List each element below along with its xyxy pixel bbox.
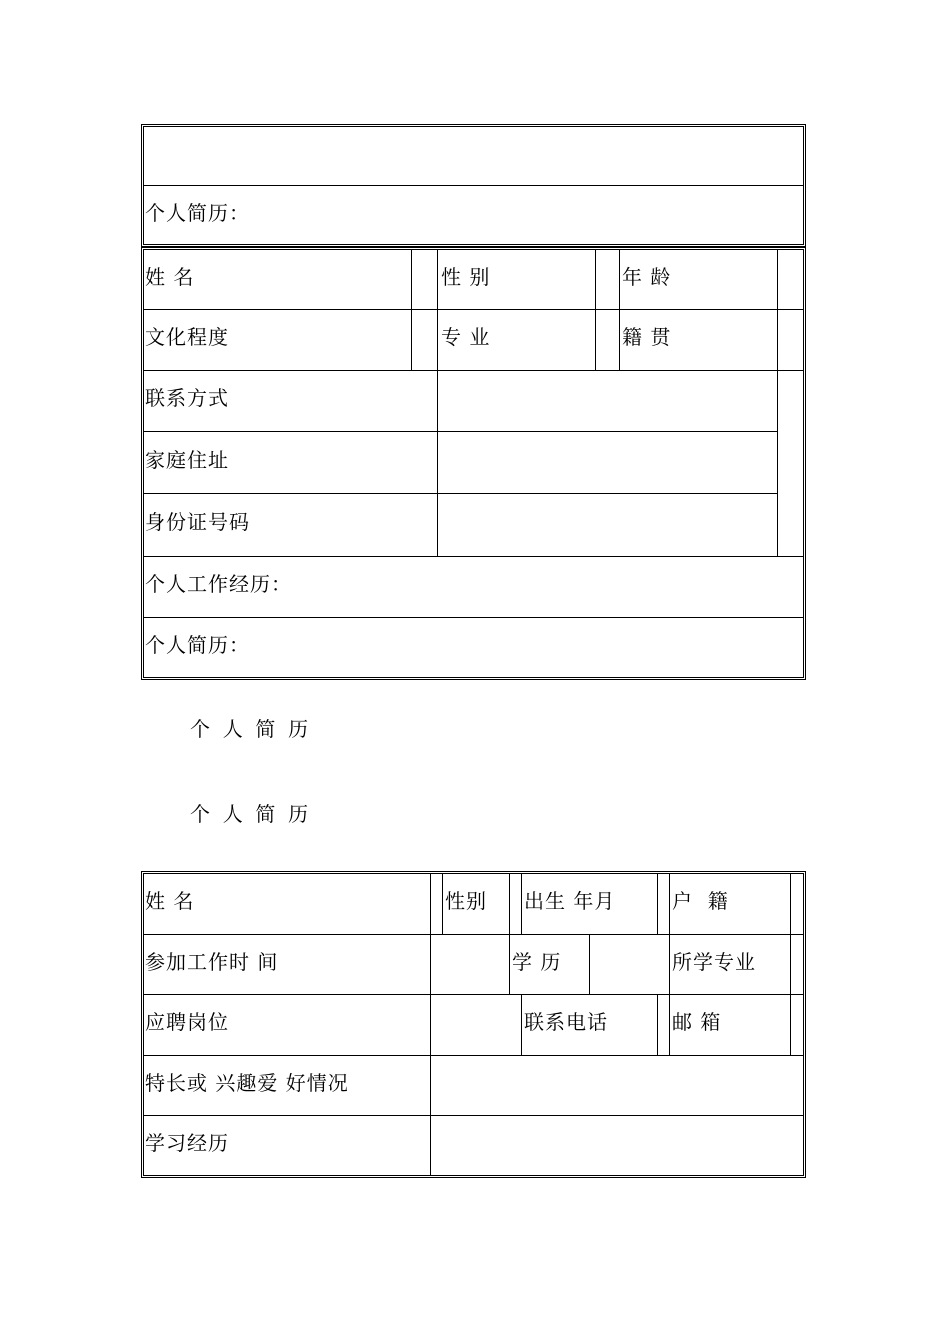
form3-hline-1 [143, 934, 804, 935]
form3-study-label: 学习经历 [145, 1131, 229, 1155]
form2-hline-4 [143, 493, 777, 494]
form3-r1-vline-e [657, 873, 658, 934]
form2-education-label: 文化程度 [145, 325, 229, 349]
form3-position-label: 应聘岗位 [145, 1010, 229, 1034]
form3-r3-vline-c [657, 994, 658, 1055]
form3-work-start-label: 参加工作时 间 [145, 950, 279, 974]
form2-age-label: 年 龄 [622, 265, 672, 289]
form3-r2-vline-c [589, 934, 590, 994]
form3-gender-label: 性别 [445, 889, 487, 913]
resume-heading-2: 个 人 简 历 [190, 802, 309, 826]
form2-vline-b [437, 249, 438, 556]
form2-name-label: 姓 名 [145, 265, 195, 289]
form1-resume-label: 个人简历： [145, 201, 250, 225]
form2-vline-d [619, 249, 620, 370]
form3-r2-vline-e [790, 934, 791, 994]
form2-hline-5 [143, 556, 804, 557]
form3-r2-vline-b [509, 934, 510, 994]
form2-origin-label: 籍 贯 [622, 325, 672, 349]
form2-id-number-label: 身份证号码 [145, 510, 250, 534]
form2-work-experience-label: 个人工作经历： [145, 572, 292, 596]
form3-hobbies-label: 特长或 兴趣爱 好情况 [145, 1071, 349, 1095]
form3-r2-vline-a [430, 934, 431, 994]
form3-domicile-label: 户 籍 [672, 889, 729, 913]
form2-address-label: 家庭住址 [145, 448, 229, 472]
form2-hline-1 [143, 309, 804, 310]
form2-vline-e [777, 249, 778, 556]
form3-birth-label: 出生 年月 [524, 889, 616, 913]
form3-education-label: 学 历 [512, 950, 562, 974]
form2-resume-label: 个人简历： [145, 633, 250, 657]
form3-r45-vline [430, 1055, 431, 1176]
form3-major-label: 所学专业 [672, 950, 756, 974]
form2-hline-6 [143, 617, 804, 618]
form1-row-divider [143, 185, 804, 186]
form2-vline-c [595, 249, 596, 370]
form3-r1-vline-d [521, 873, 522, 934]
form2-hline-3 [143, 431, 777, 432]
form2-inner-border [143, 249, 804, 678]
form3-r3-vline-a [430, 994, 431, 1055]
form2-vline-a [411, 249, 412, 370]
form3-r2-vline-d [669, 934, 670, 994]
form3-r1-vline-g [790, 873, 791, 934]
form2-hline-2 [143, 370, 804, 371]
resume-heading-1: 个 人 简 历 [190, 717, 309, 741]
form3-phone-label: 联系电话 [524, 1010, 608, 1034]
form3-hline-2 [143, 994, 804, 995]
form3-r1-vline-c [509, 873, 510, 934]
form2-major-label: 专 业 [441, 325, 491, 349]
form3-r3-vline-e [790, 994, 791, 1055]
form2-gender-label: 性 别 [441, 265, 491, 289]
form3-r3-vline-d [669, 994, 670, 1055]
form3-r1-vline-a [430, 873, 431, 934]
form3-r3-vline-b [521, 994, 522, 1055]
form3-postcode-label: 邮 箱 [672, 1010, 722, 1034]
form3-hline-4 [143, 1115, 804, 1116]
form2-contact-label: 联系方式 [145, 386, 229, 410]
form3-name-label: 姓 名 [145, 889, 195, 913]
form3-r1-vline-f [669, 873, 670, 934]
form3-r1-vline-b [442, 873, 443, 934]
form3-hline-3 [143, 1055, 804, 1056]
